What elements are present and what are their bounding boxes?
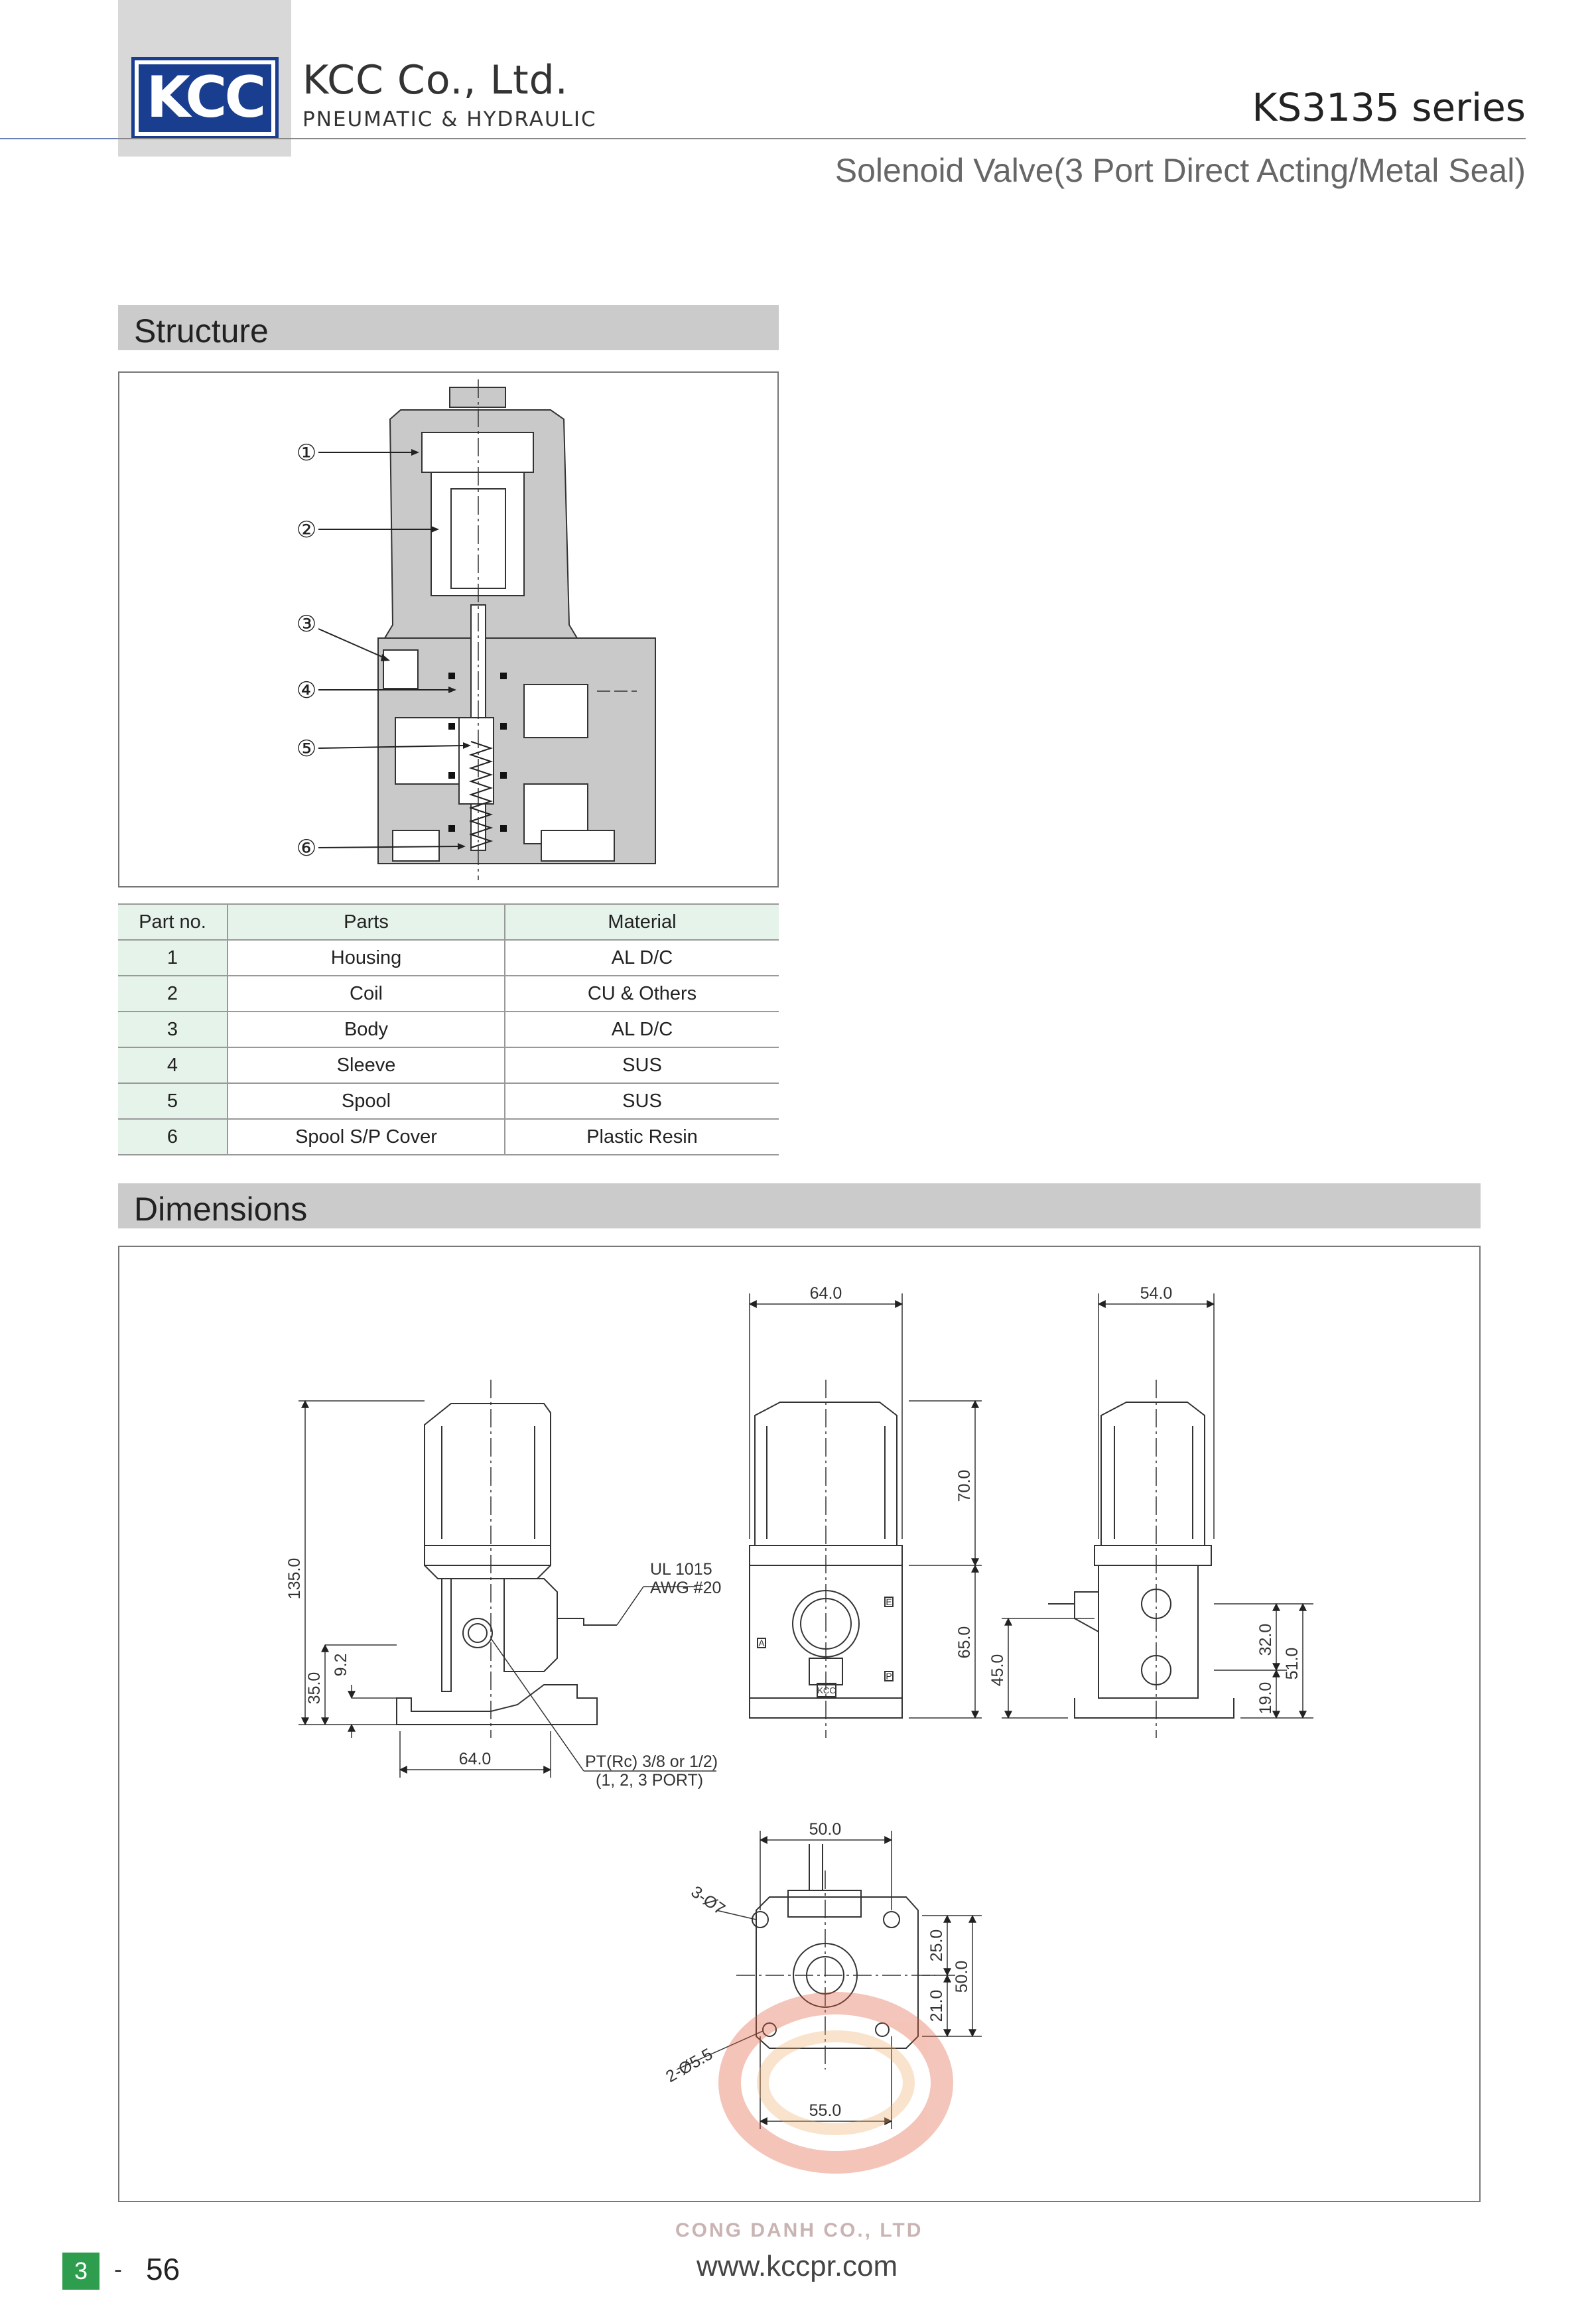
cell-parts: Sleeve	[228, 1047, 505, 1083]
header-divider-accent	[0, 138, 118, 139]
product-subtitle: Solenoid Valve(3 Port Direct Acting/Metal Seal)	[834, 152, 1526, 189]
port-label-1: PT(Rc) 3/8 or 1/2)	[585, 1752, 718, 1771]
callout-2: ②	[296, 517, 317, 543]
dimensions-drawing	[119, 1247, 1479, 2201]
front-height-top: 70.0	[955, 1469, 974, 1502]
structure-section-header	[118, 305, 779, 350]
cell-material: CU & Others	[505, 976, 779, 1012]
side-view	[397, 1404, 617, 1725]
front-port-e: E	[886, 1597, 892, 1607]
right-height-45: 45.0	[988, 1654, 1007, 1687]
header-part-no: Part no.	[118, 904, 228, 940]
right-height-32: 32.0	[1256, 1623, 1275, 1656]
callout-3: ③	[296, 612, 317, 637]
front-logo: KCC	[817, 1685, 836, 1695]
bottom-dim-25: 25.0	[927, 1929, 946, 1962]
side-height-total: 135.0	[285, 1557, 304, 1600]
cell-part-no: 4	[118, 1047, 228, 1083]
series-title: KS3135 series	[1252, 85, 1526, 130]
cell-part-no: 5	[118, 1083, 228, 1119]
wire-label-1: UL 1015	[650, 1560, 712, 1579]
table-row	[118, 1083, 779, 1119]
structure-cross-section	[119, 373, 777, 886]
wire-label-2: AWG #20	[650, 1579, 722, 1597]
cell-parts: Spool	[228, 1083, 505, 1119]
front-height-bottom: 65.0	[955, 1626, 974, 1659]
side-height-small: 9.2	[332, 1653, 350, 1677]
bottom-dim-21: 21.0	[927, 1989, 946, 2022]
parts-table	[118, 903, 779, 1155]
bottom-width-bottom: 55.0	[809, 2101, 842, 2120]
header-parts: Parts	[228, 904, 505, 940]
front-port-a: A	[758, 1638, 765, 1648]
cell-material: Plastic Resin	[505, 1119, 779, 1155]
callout-5: ⑤	[296, 736, 317, 761]
callout-4: ④	[296, 678, 317, 703]
dimensions-drawing-frame	[118, 1246, 1481, 2202]
section-number-badge: 3	[62, 2253, 100, 2290]
side-width: 64.0	[458, 1750, 492, 1768]
structure-drawing-frame	[118, 371, 779, 887]
cell-part-no: 3	[118, 1012, 228, 1047]
table-row	[118, 1047, 779, 1083]
structure-title: Structure	[134, 312, 269, 350]
cell-parts: Coil	[228, 976, 505, 1012]
callout-6: ⑥	[296, 836, 317, 861]
bottom-width-top: 50.0	[809, 1820, 842, 1839]
cell-material: AL D/C	[505, 940, 779, 976]
watermark-text: CONG DANH CO., LTD	[675, 2219, 923, 2241]
page-number: 56	[146, 2252, 180, 2286]
cell-parts: Housing	[228, 940, 505, 976]
right-width: 54.0	[1140, 1284, 1173, 1303]
cell-material: SUS	[505, 1047, 779, 1083]
cell-material: AL D/C	[505, 1012, 779, 1047]
right-height-19: 19.0	[1256, 1681, 1275, 1715]
callout-1: ①	[296, 440, 317, 466]
cell-material: SUS	[505, 1083, 779, 1119]
bottom-holes-2: 2-Ø5.5	[663, 2044, 716, 2087]
front-width: 64.0	[809, 1284, 842, 1303]
right-height-51: 51.0	[1283, 1647, 1301, 1680]
company-name: KCC Co., Ltd.	[302, 57, 568, 103]
front-port-p: P	[886, 1671, 892, 1681]
table-row	[118, 1012, 779, 1047]
website-link[interactable]: www.kccpr.com	[697, 2250, 898, 2282]
side-height-port: 35.0	[305, 1672, 324, 1705]
table-header-row	[118, 904, 779, 940]
company-subtitle: PNEUMATIC & HYDRAULIC	[302, 107, 597, 131]
dimensions-title: Dimensions	[134, 1191, 308, 1228]
right-view	[1048, 1402, 1234, 1718]
page-dash: -	[114, 2255, 122, 2282]
cell-part-no: 6	[118, 1119, 228, 1155]
bottom-dim-50: 50.0	[953, 1960, 971, 1993]
company-logo	[131, 57, 279, 139]
cell-part-no: 2	[118, 976, 228, 1012]
port-label-2: (1, 2, 3 PORT)	[596, 1771, 704, 1790]
logo-text: KCC	[139, 64, 271, 132]
bottom-holes-1: 3-Ø7	[687, 1882, 729, 1919]
cell-parts: Spool S/P Cover	[228, 1119, 505, 1155]
cell-part-no: 1	[118, 940, 228, 976]
header-divider	[0, 138, 1526, 139]
cell-parts: Body	[228, 1012, 505, 1047]
header-material: Material	[505, 904, 779, 940]
table-row	[118, 976, 779, 1012]
watermark-graphic	[730, 2003, 942, 2162]
table-row	[118, 940, 779, 976]
dimensions-section-header	[118, 1183, 1481, 1228]
table-row	[118, 1119, 779, 1155]
